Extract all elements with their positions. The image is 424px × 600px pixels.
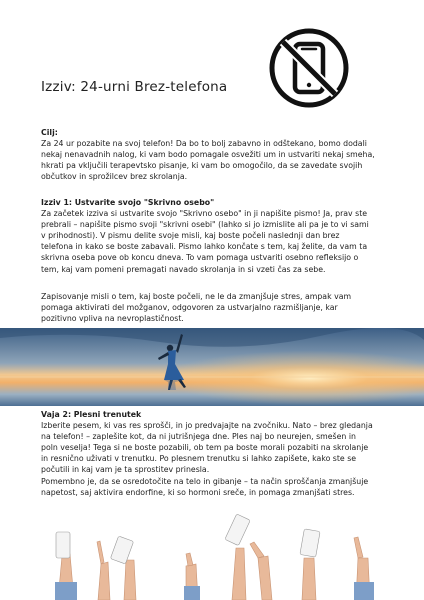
no-phone-icon	[268, 27, 350, 109]
challenge1-line: prebrali – napišite pismo svoji "skrivni osebi" (lahko si jo izmislite ali pa je to vi sami	[41, 220, 369, 230]
challenge2-line: na telefon! – zaplešite kot, da ni jutrišnjega dne. Ples naj bo neurejen, smešen in	[41, 432, 356, 442]
challenge2-line: Izberite pesem, ki vas res sprošči, in jo predvajajte na zvočniku. Nato – brez gledanja	[41, 421, 373, 431]
challenge1-line: tem, kaj vam pomeni premagati navado skrolanja in si vzeti čas za sebe.	[41, 264, 326, 274]
page-title: Izziv: 24-urni Brez-telefona	[41, 79, 228, 95]
challenge2-heading: Vaja 2: Plesni trenutek	[41, 410, 142, 419]
challenge1-paragraph2	[41, 291, 386, 324]
challenge2-line: napetost, saj aktivira endorfine, ki so hormoni sreče, in pomaga zmanjšati stres.	[41, 487, 355, 497]
goal-line: hkrati pa vključili terapevtsko pisanje, ki vam bo omogočilo, da se zavedate svojih	[41, 161, 363, 171]
goal-line: Za 24 ur pozabite na svoj telefon! Da bo to bolj zabavno in odštekano, bomo dodali	[41, 139, 367, 149]
challenge2-line: Pomembno je, da se osredotočite na telo in gibanje – ta način sproščanja zmanjšuje	[41, 476, 369, 486]
challenge1-line: v prihodnosti). V pismu delite svoje misli, kaj boste počeli naslednji dan brez	[41, 231, 340, 241]
goal-line: občutkov in sprožilcev brez skrolanja.	[41, 172, 188, 182]
challenge2-line: poln veselja! Tega si ne boste pozabili, ob tem pa boste morali pozabiti na skrolanje	[41, 443, 369, 453]
challenge2-section	[41, 409, 386, 498]
goal-heading: Cilj:	[41, 128, 58, 137]
hands-photo	[0, 508, 424, 600]
challenge1-p2-line: pozitivno vpliva na nevroplastičnost.	[41, 314, 184, 324]
challenge2-line: in resnično uživati v trenutku. Po plesnem trenutku si lahko zapišete, kako ste se	[41, 454, 357, 464]
goal-line: nekaj nenavadnih nalog, ki vam bodo pomagale osvežiti um in ustvariti nekaj smeha,	[41, 150, 375, 160]
challenge1-line: Za začetek izziva si ustvarite svojo "Skrivno osebo" in ji napišite pismo! Ja, prav ste	[41, 209, 368, 219]
challenge1-line: telefona in kako se boste zabavali. Pismo lahko končate s tem, kaj želite, da vam ta	[41, 242, 368, 252]
challenge1-line: skrivna oseba pove ob koncu dneva. To vam pomaga ustvariti osebno refleksijo o	[41, 253, 359, 263]
challenge2-line: počutili in kaj vam je ta sprostitev prinesla.	[41, 465, 210, 475]
challenge1-p2-line: Zapisovanje misli o tem, kaj boste počeli, ne le da zmanjšuje stres, ampak vam	[41, 292, 352, 301]
challenge1-p2-line: pomaga aktivirati del možganov, odgovoren za ustvarjalno razmišljanje, kar	[41, 303, 338, 313]
challenge1-section	[41, 197, 386, 275]
challenge1-heading: Izziv 1: Ustvarite svojo "Skrivno osebo"	[41, 198, 215, 207]
goal-section	[41, 127, 386, 182]
dancer-photo	[0, 328, 424, 406]
